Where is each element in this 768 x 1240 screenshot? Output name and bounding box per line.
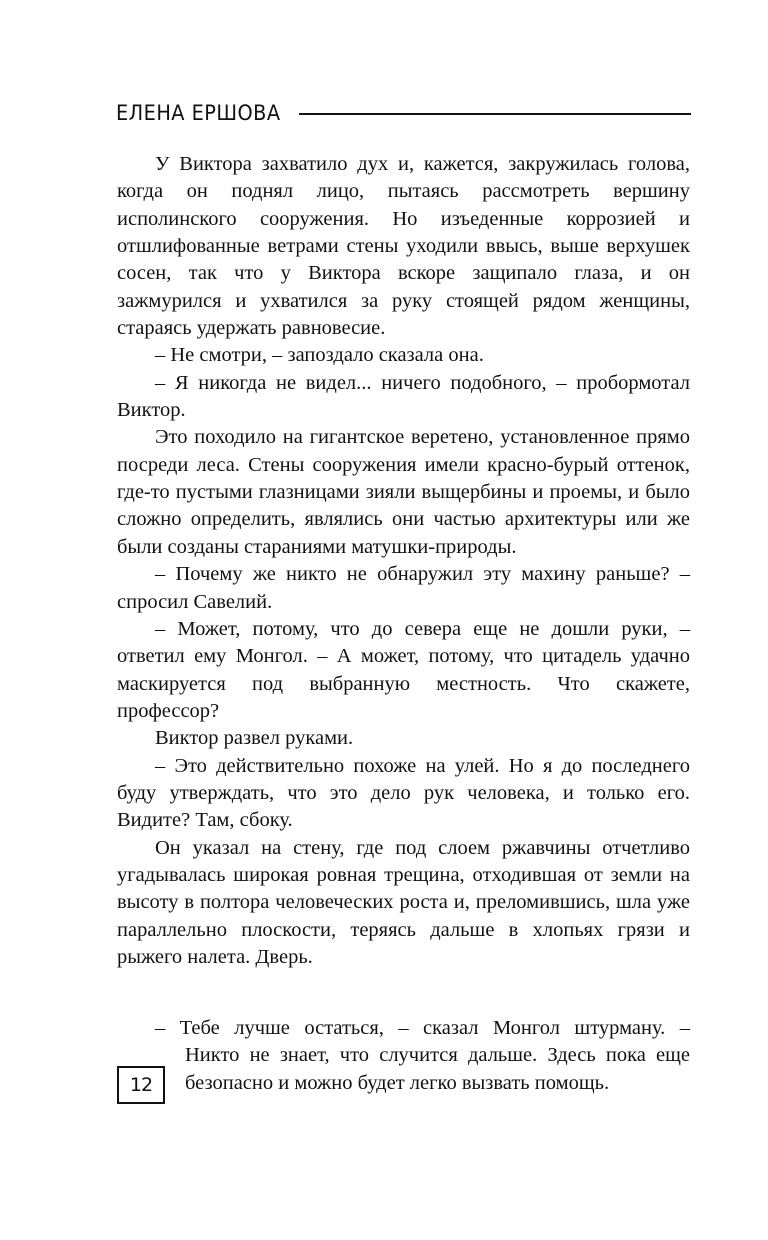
paragraph: У Виктора захватило дух и, кажется, закружилась голова, когда он поднял лицо, пытаясь рассмотреть вершину исполинского сооружения. Но изъеденные коррозией и отшлифованные ветрами стены уходили ввысь, выше верхушек сосен, так что у Виктора вскоре защипало глаза, и он зажмурился и ухватился за руку стоящей рядом женщины, стараясь удержать равновесие.: [117, 153, 690, 340]
paragraph: Виктор развел руками.: [155, 727, 354, 750]
author-name: ЕЛЕНА ЕРШОВА: [116, 101, 281, 125]
paragraph: – Это действительно похоже на улей. Но я до последнего буду утверждать, что это дело рук человека, и только его. Видите? Там, сбоку.: [117, 754, 690, 832]
body-text: [117, 151, 690, 971]
paragraph: – Почему же никто не обнаружил эту махину раньше? – спросил Савелий.: [117, 563, 690, 613]
paragraph: – Может, потому, что до севера еще не дошли руки, – ответил ему Монгол. – А может, потому, что цитадель удачно маскируется под выбранную местность. Что скажете, профессор?: [117, 617, 690, 722]
paragraph: Это походило на гигантское веретено, установленное прямо посреди леса. Стены сооружения имели красно-бурый оттенок, где-то пустыми глазницами зияли выщербины и проемы, и было сложно определить, являлись они частью архитектуры или же были созданы стараниями матушки-природы.: [117, 426, 690, 558]
running-head: [116, 100, 691, 126]
page-number-box: [117, 1066, 165, 1104]
page-number: 12: [129, 1074, 153, 1096]
last-paragraph: [117, 1015, 690, 1097]
paragraph: – Я никогда не видел... ничего подобного, – пробормотал Виктор.: [117, 371, 690, 422]
paragraph: Он указал на стену, где под слоем ржавчины отчетливо угадывалась широкая ровная трещина, отходившая от земли на высоту в полтора человеческих роста и, преломившись, шла уже параллельно плоскости, теряясь дальше в хлопьях грязи и рыжего налета. Дверь.: [117, 836, 690, 968]
paragraph: – Не смотри, – запоздало сказала она.: [155, 344, 484, 367]
header-rule: [299, 113, 691, 115]
last-paragraph-first-line: – Тебе лучше остаться, – сказал Монгол штурману. –: [155, 1017, 690, 1039]
last-paragraph-continuation: Никто не знает, что случится дальше. Здесь пока еще безопасно и можно будет легко вызвать помощь.: [185, 1044, 690, 1094]
